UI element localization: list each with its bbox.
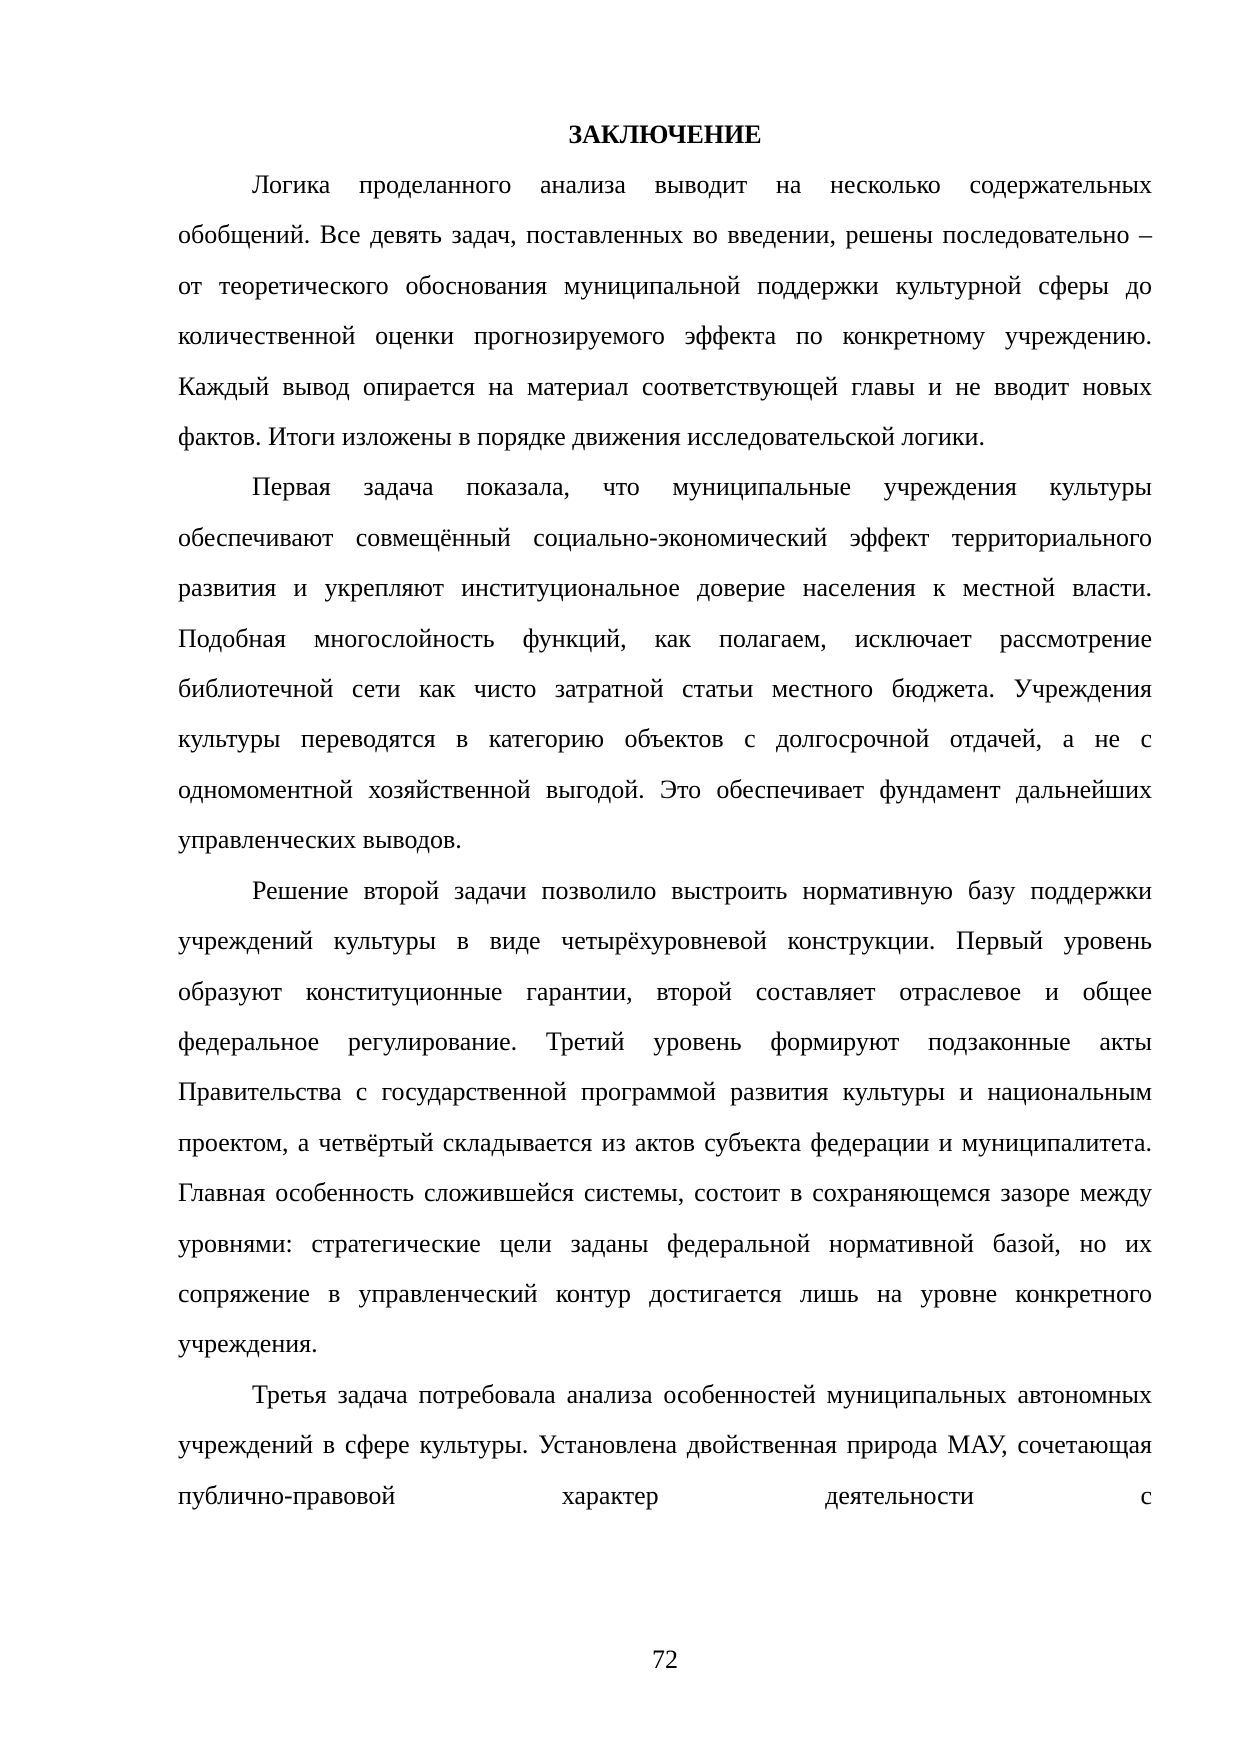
page-number: 72: [652, 1645, 678, 1674]
paragraph: Решение второй задачи позволило выстроить нормативную базу поддержки учреждений культуры в виде четырёхуровневой конструкции. Первый уровень образуют конституционные гарантии, второй составляет отраслевое и общее федеральное регулирование. Третий уровень формируют подзаконные акты Правительства с государственной программой развития культуры и национальным проектом, а четвёртый складывается из актов субъекта федерации и муниципалитета. Главная особенность сложившейся системы, состоит в сохраняющемся зазоре между уровнями: стратегические цели заданы федеральной нормативной базой, но их сопряжение в управленческий контур достигается лишь на уровне конкретного учреждения.: [178, 875, 1152, 1359]
paragraph: Логика проделанного анализа выводит на несколько содержательных обобщений. Все девять задач, поставленных во введении, решены последовательно – от теоретического обоснования муниципальной поддержки культурной сферы до количественной оценки прогнозируемого эффекта по конкретному учреждению. Каждый вывод опирается на материал соответствующей главы и не вводит новых фактов. Итоги изложены в порядке движения исследовательской логики.: [178, 170, 1152, 452]
page-content: [178, 110, 1152, 1521]
paragraph: Первая задача показала, что муниципальные учреждения культуры обеспечивают совмещённый социально-экономический эффект территориального развития и укрепляют институциональное доверие населения к местной власти. Подобная многослойность функций, как полагаем, исключает рассмотрение библиотечной сети как чисто затратной статьи местного бюджета. Учреждения культуры переводятся в категорию объектов с долгосрочной отдачей, а не с одномоментной хозяйственной выгодой. Это обеспечивает фундамент дальнейших управленческих выводов.: [178, 472, 1152, 855]
section-title: ЗАКЛЮЧЕНИЕ: [568, 120, 762, 149]
paragraph: Третья задача потребовала анализа особенностей муниципальных автономных учреждений в сфере культуры. Установлена двойственная природа МАУ, сочетающая публично-правовой характер деятельности с: [178, 1379, 1152, 1510]
